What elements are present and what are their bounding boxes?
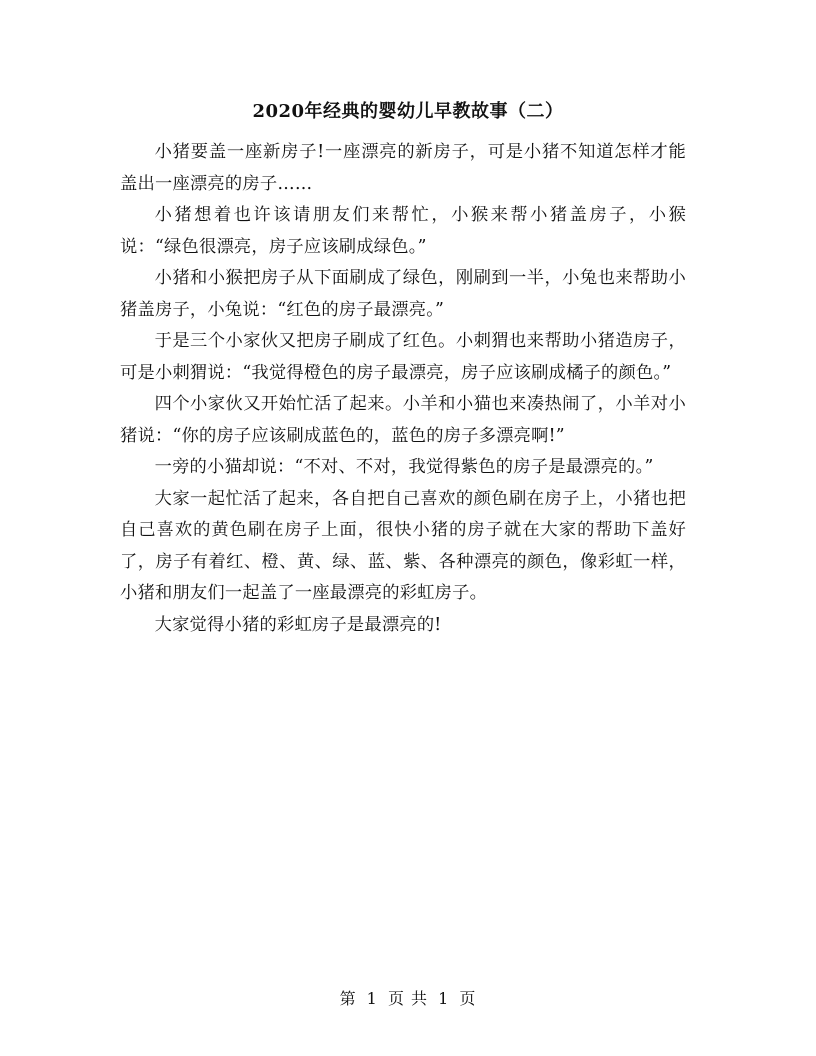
footer-suffix: 页 <box>459 989 477 1008</box>
footer-prefix: 第 <box>339 989 357 1008</box>
footer-total-pages: 1 <box>438 989 450 1008</box>
document-body <box>120 137 686 641</box>
paragraph-1: 小猪要盖一座新房子!一座漂亮的新房子，可是小猪不知道怎样才能盖出一座漂亮的房子…… <box>120 142 686 194</box>
paragraph-5: 四个小家伙又开始忙活了起来。小羊和小猫也来凑热闹了，小羊对小猪说：“你的房子应该刷成蓝色的，蓝色的房子多漂亮啊!” <box>120 394 686 446</box>
paragraph-2: 小猪想着也许该请朋友们来帮忙，小猴来帮小猪盖房子，小猴说：“绿色很漂亮，房子应该刷成绿色。” <box>120 205 686 257</box>
paragraph-4: 于是三个小家伙又把房子刷成了红色。小刺猬也来帮助小猪造房子，可是小刺猬说：“我觉得橙色的房子最漂亮，房子应该刷成橘子的颜色。” <box>120 331 686 383</box>
page-footer <box>0 986 816 1009</box>
footer-middle: 页 共 <box>387 989 429 1008</box>
paragraph-7: 大家一起忙活了起来，各自把自己喜欢的颜色刷在房子上，小猪也把自己喜欢的黄色刷在房子上面，很快小猪的房子就在大家的帮助下盖好了，房子有着红、橙、黄、绿、蓝、紫、各种漂亮的颜色，像彩虹一样，小猪和朋友们一起盖了一座最漂亮的彩虹房子。 <box>120 488 686 603</box>
document-title: 2020年经典的婴幼儿早教故事（二） <box>252 101 564 122</box>
paragraph-6: 一旁的小猫却说：“不对、不对，我觉得紫色的房子是最漂亮的。” <box>154 457 654 477</box>
footer-page-number: 1 <box>366 989 378 1008</box>
paragraph-3: 小猪和小猴把房子从下面刷成了绿色，刚刷到一半，小兔也来帮助小猪盖房子，小兔说：“红色的房子最漂亮。” <box>120 268 686 320</box>
paragraph-8: 大家觉得小猪的彩虹房子是最漂亮的! <box>154 614 442 635</box>
